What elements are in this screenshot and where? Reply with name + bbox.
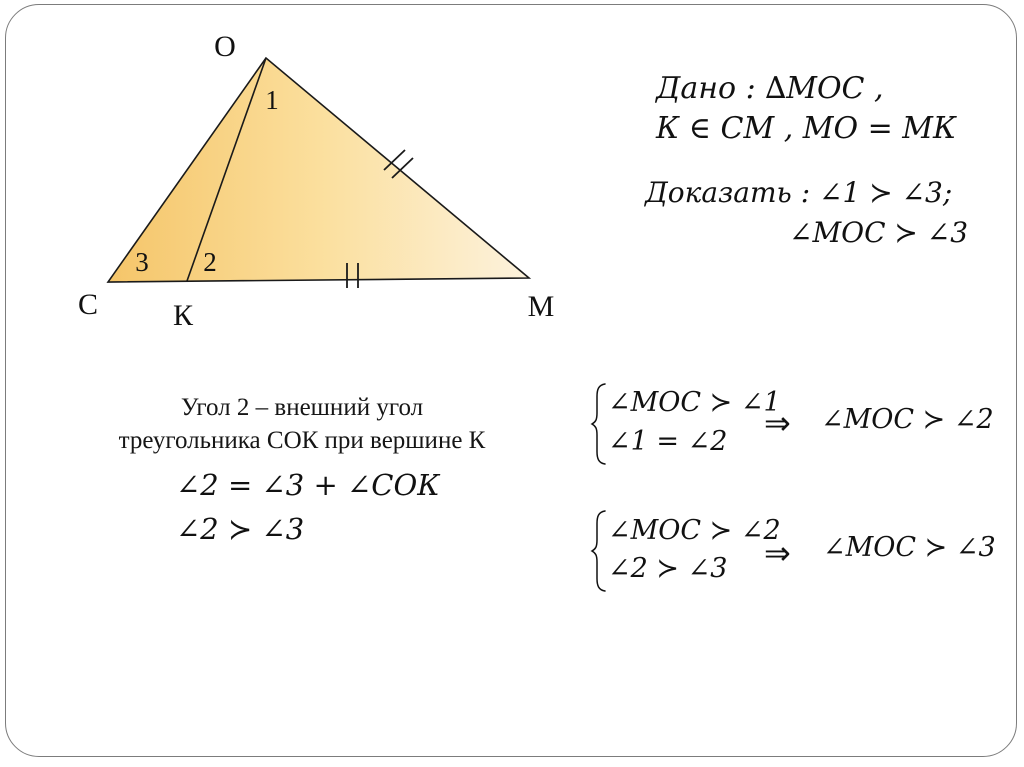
curly-brace-icon	[590, 509, 608, 593]
vertex-label-K: К	[172, 299, 194, 332]
implies-arrow-2: ⇒	[764, 534, 791, 572]
to-prove-line-1: Доказать : ∠1 ≻ ∠3;	[645, 176, 953, 209]
angle-label-3: 3	[135, 247, 149, 277]
to-prove-line-2: ∠МОС ≻ ∠3	[789, 216, 969, 249]
angle-label-1: 1	[265, 85, 279, 115]
external-angle-formula: ∠2 = ∠3 + ∠СОК	[176, 468, 440, 502]
derivation2-premise-1: ∠МОС ≻ ∠2	[608, 515, 781, 546]
derivation1-premise-1: ∠МОС ≻ ∠1	[608, 387, 781, 418]
angle-label-2: 2	[203, 247, 217, 277]
triangle-MOC	[108, 58, 529, 282]
implies-arrow-1: ⇒	[764, 404, 791, 442]
vertex-label-M: М	[527, 290, 555, 323]
derivation2-conclusion: ∠МОС ≻ ∠3	[823, 532, 996, 563]
external-angle-caption	[32, 391, 572, 457]
vertex-label-C: C	[77, 288, 99, 321]
vertex-label-O: O	[214, 30, 236, 63]
given-line-2: К ∈ СМ , МО = МК	[656, 111, 957, 146]
triangle-figure	[50, 20, 570, 340]
derivation1-premise-2: ∠1 = ∠2	[608, 426, 728, 457]
curly-brace-icon	[590, 382, 608, 466]
caption-line-1: Угол 2 – внешний угол	[180, 394, 424, 421]
derivation2-premise-2: ∠2 ≻ ∠3	[608, 553, 728, 584]
given-line-1: Дано : ∆МОС ,	[656, 71, 884, 106]
derivation1-conclusion: ∠МОС ≻ ∠2	[821, 404, 994, 435]
caption-line-2: треугольника СОК при вершине К	[118, 427, 486, 454]
angle2-greater-angle3: ∠2 ≻ ∠3	[176, 512, 305, 546]
